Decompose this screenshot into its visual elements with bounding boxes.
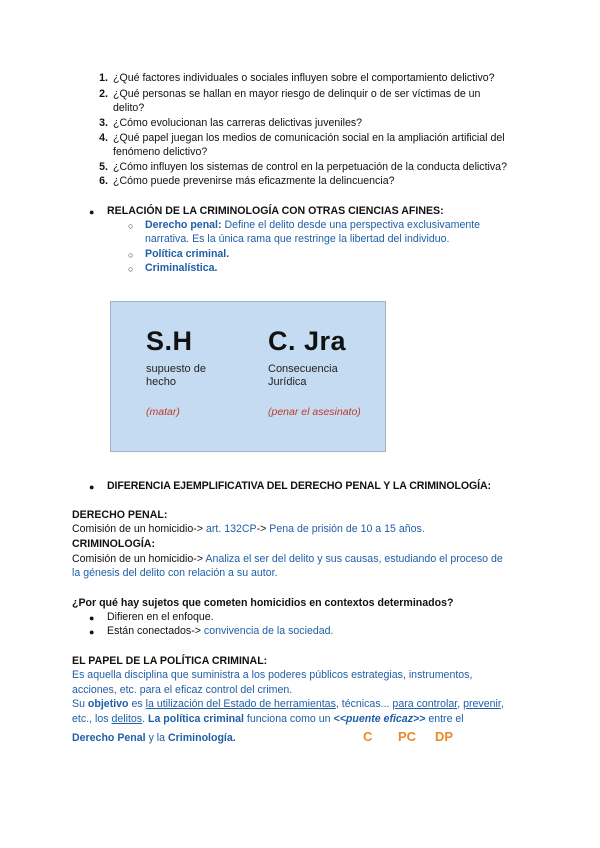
crim-title: CRIMINOLOGÍA: (72, 538, 155, 550)
list-item: 3. ¿Cómo evolucionan las carreras delictivas juveniles? (99, 117, 363, 129)
sh-subtitle-2: hecho (146, 376, 176, 388)
list-item: 5. ¿Cómo influyen los sistemas de control en la perpetuación de la conducta delictiva? (99, 161, 507, 173)
cjra-example: (penar el asesinato) (268, 406, 361, 418)
list-item: 2. ¿Qué personas se hallan en mayor riesgo de delinquir o de ser víctimas de un (99, 88, 481, 100)
cjra-title: C. Jra (268, 326, 347, 356)
section-heading: DIFERENCIA EJEMPLIFICATIVA DEL DERECHO PENAL Y LA CRIMINOLOGÍA: (107, 480, 491, 492)
list-item: Política criminal. (145, 248, 230, 260)
list-item: 4. ¿Qué papel juegan los medios de comunicación social en la ampliación artificial del (99, 132, 505, 144)
bullet-icon: ● (89, 627, 95, 637)
list-item: 1. ¿Qué factores individuales o sociales influyen sobre el comportamiento delictivo? (99, 72, 495, 84)
bullet-icon: ● (89, 207, 95, 217)
crim-line: Comisión de un homicidio-> Analiza el ser del delito y sus causas, estudiando el proceso de (72, 553, 503, 565)
dp-title: DERECHO PENAL: (72, 509, 168, 521)
list-item: Derecho penal: Define el delito desde una perspectiva exclusivamente (145, 219, 481, 231)
crim-line-continuation: la génesis del delito con relación a su autor. (72, 567, 278, 579)
bullet-icon: ● (89, 613, 95, 623)
paragraph-line: etc., los delitos. La política criminal funciona como un <<puente eficaz>> entre el (72, 713, 464, 725)
tag-c: C (363, 729, 373, 744)
question-heading: ¿Por qué hay sujetos que cometen homicidios en contextos determinados? (72, 597, 454, 609)
circle-bullet-icon: ○ (128, 264, 134, 274)
circle-bullet-icon: ○ (128, 221, 134, 231)
list-item: Criminalística. (145, 262, 218, 274)
dp-line: Comisión de un homicidio-> art. 132CP-> Pena de prisión de 10 a 15 años. (72, 523, 425, 535)
list-item: Están conectados-> convivencia de la sociedad. (107, 625, 334, 637)
circle-bullet-icon: ○ (128, 250, 134, 260)
paragraph-line: Es aquella disciplina que suministra a los poderes públicos estrategias, instrumentos, (72, 669, 473, 681)
cjra-subtitle-2: Jurídica (268, 376, 307, 388)
sh-subtitle-1: supuesto de (146, 363, 206, 375)
section-heading: EL PAPEL DE LA POLÍTICA CRIMINAL: (72, 655, 268, 667)
paragraph-line: Su objetivo es la utilización del Estado de herramientas, técnicas... para controlar, prevenir, (72, 698, 504, 710)
list-item: Difieren en el enfoque. (107, 611, 214, 623)
sh-cjra-figure (110, 301, 386, 452)
list-item-continuation: fenómeno delictivo? (113, 146, 208, 158)
list-item-continuation: narrativa. Es la única rama que restringe la libertad del individuo. (145, 233, 450, 245)
bullet-icon: ● (89, 482, 95, 492)
section-heading: RELACIÓN DE LA CRIMINOLOGÍA CON OTRAS CIENCIAS AFINES: (107, 205, 444, 217)
paragraph-line: Derecho Penal y la Criminología. (72, 732, 236, 744)
list-item-continuation: delito? (113, 102, 145, 114)
sh-title: S.H (146, 326, 193, 356)
sh-example: (matar) (146, 406, 180, 418)
list-item: 6. ¿Cómo puede prevenirse más eficazmente la delincuencia? (99, 175, 395, 187)
cjra-subtitle-1: Consecuencia (268, 363, 338, 375)
tag-pc: PC (398, 729, 417, 744)
tag-dp: DP (435, 729, 454, 744)
paragraph-line: acciones, etc. para el eficaz control del crimen. (72, 684, 293, 696)
